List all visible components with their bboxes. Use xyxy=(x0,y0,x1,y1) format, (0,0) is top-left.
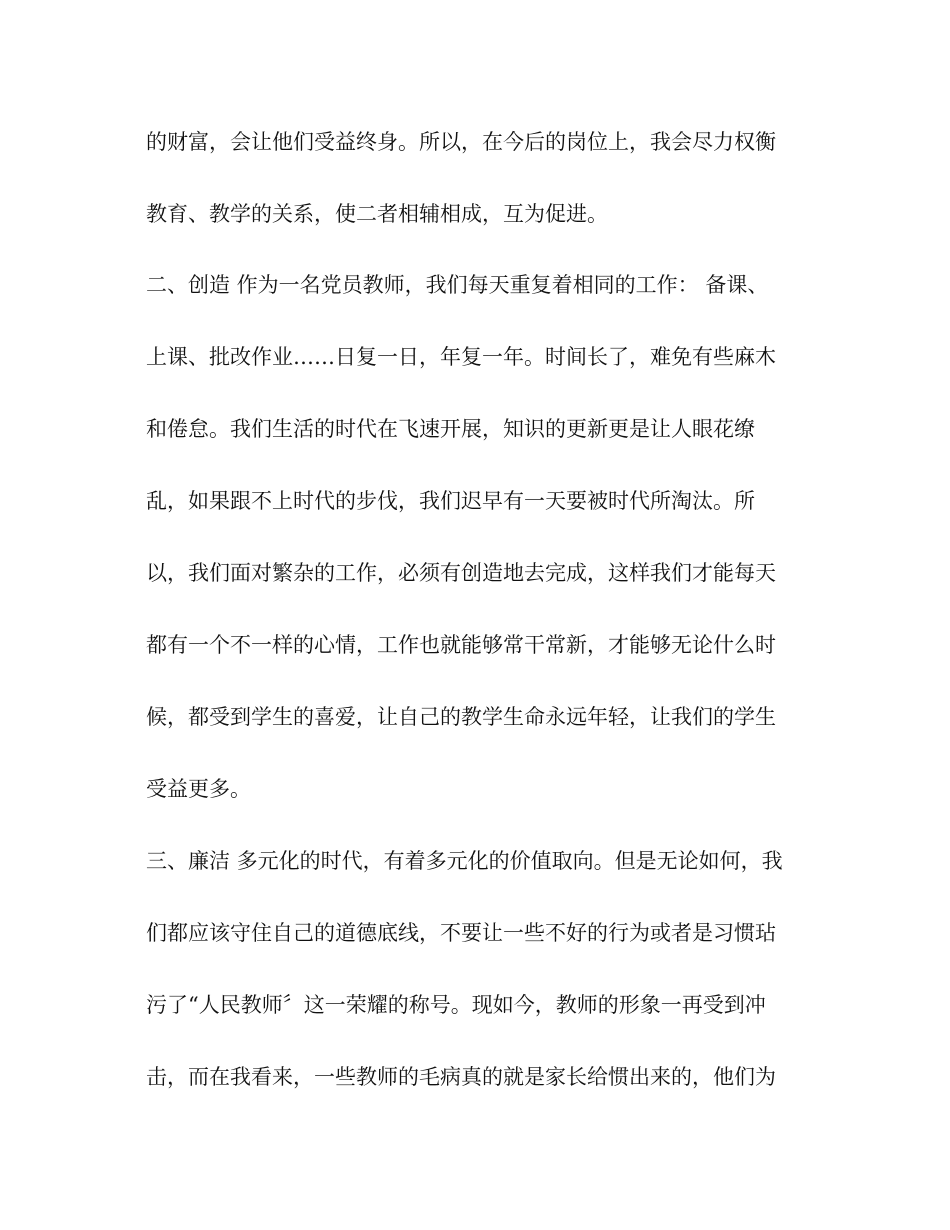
text-line-13: 污了“人民教师〞这一荣耀的称号。现如今，教师的形象一再受到冲 xyxy=(146,993,766,1017)
text-line-2: 教育、教学的关系，使二者相辅相成，互为促进。 xyxy=(146,202,608,226)
text-line-12: 们都应该守住自己的道德底线，不要让一些不好的行为或者是习惯玷 xyxy=(146,921,776,945)
text-line-1: 的财富，会让他们受益终身。所以，在今后的岗位上，我会尽力权衡 xyxy=(146,130,776,154)
text-line-10: 受益更多。 xyxy=(146,777,251,801)
text-line-3: 二、创造 作为一名党员教师，我们每天重复着相同的工作： 备课、 xyxy=(146,273,769,297)
text-line-7: 以，我们面对繁杂的工作，必须有创造地去完成，这样我们才能每天 xyxy=(146,561,776,585)
text-line-11: 三、廉洁 多元化的时代，有着多元化的价值取向。但是无论如何，我 xyxy=(146,849,783,873)
text-line-8: 都有一个不一样的心情，工作也就能够常干常新，才能够无论什么时 xyxy=(146,633,776,657)
text-line-14: 击，而在我看来，一些教师的毛病真的就是家长给惯出来的，他们为 xyxy=(146,1065,776,1089)
text-line-6: 乱，如果跟不上时代的步伐，我们迟早有一天要被时代所淘汰。所 xyxy=(146,489,755,513)
text-line-5: 和倦怠。我们生活的时代在飞速开展，知识的更新更是让人眼花缭 xyxy=(146,417,755,441)
text-line-4: 上课、批改作业……日复一日，年复一年。时间长了，难免有些麻木 xyxy=(146,345,776,369)
text-line-9: 候，都受到学生的喜爱，让自己的教学生命永远年轻，让我们的学生 xyxy=(146,705,776,729)
